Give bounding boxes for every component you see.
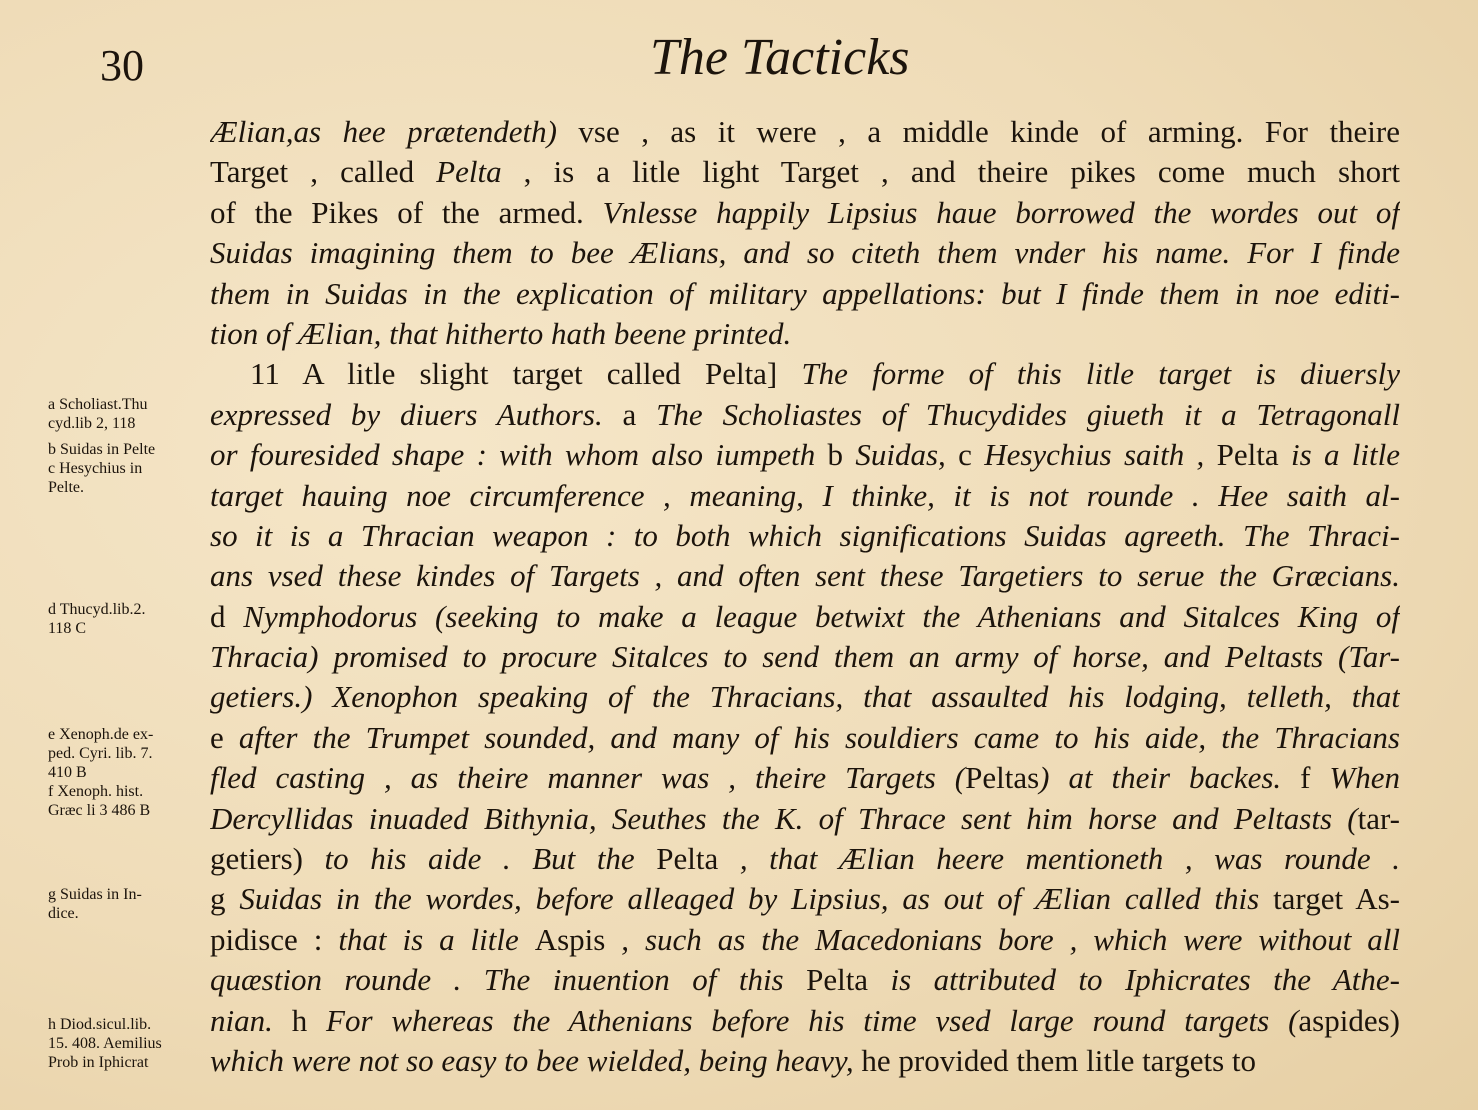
text-run: e xyxy=(210,719,224,755)
text-run: tar- xyxy=(1357,800,1400,836)
text-run: after the Trumpet sounded, and many of his souldiers came to his aide, the Thracians xyxy=(223,719,1400,755)
text-run: target hauing noe circumference , meaning, I thinke, it is not rounde . Hee saith al- xyxy=(210,477,1400,513)
text-run: Pelta xyxy=(436,154,502,190)
text-run: Vnlesse happily Lipsius haue borrowed the wordes out of xyxy=(602,194,1400,230)
text-line xyxy=(210,677,1400,717)
text-line xyxy=(210,516,1400,556)
text-run: which were not so easy to bee wielded, being heavy, xyxy=(210,1042,862,1078)
text-run: of the Pikes of the armed. xyxy=(210,194,603,230)
text-run: pidisce : xyxy=(210,921,339,957)
text-line xyxy=(210,1001,1400,1041)
text-run: he provided them litle targets to xyxy=(861,1042,1257,1078)
text-run: b xyxy=(827,437,844,473)
text-line xyxy=(210,435,1400,475)
text-run: getiers) xyxy=(210,841,325,877)
body-text xyxy=(210,112,1400,1081)
text-run: d xyxy=(210,598,226,634)
margin-note-line: ped. Cyri. lib. 7. xyxy=(48,745,153,762)
text-run: Pelta xyxy=(656,841,719,877)
text-run: Thracia) promised to procure Sitalces to send them an army of horse, and Peltasts (Tar- xyxy=(210,639,1400,675)
text-run: , is a litle light Target , and theire pikes come much short xyxy=(501,154,1400,190)
margin-note-a xyxy=(48,395,213,433)
margin-note-e xyxy=(48,725,213,820)
text-line xyxy=(210,879,1400,919)
text-run: Suidas, xyxy=(843,437,959,473)
text-line xyxy=(210,637,1400,677)
text-run: Dercyllidas inuaded Bithynia, Seuthes the K. of Thrace sent him horse and Peltasts ( xyxy=(210,800,1358,836)
margin-note-line: Græc li 3 486 B xyxy=(48,802,151,819)
text-run: Pelta xyxy=(806,962,869,998)
text-line xyxy=(210,718,1400,758)
text-run: getiers.) Xenophon speaking of the Thracians, that assaulted his lodging, telleth, that xyxy=(210,679,1400,715)
page-number: 30 xyxy=(100,41,144,90)
text-line xyxy=(210,799,1400,839)
margin-note-line: Pelte. xyxy=(48,479,84,496)
margin-note-line: e Xenoph.de ex- xyxy=(48,726,154,743)
text-run: aspides) xyxy=(1298,1002,1400,1038)
text-run: Pelta xyxy=(1216,437,1279,473)
text-line xyxy=(210,839,1400,879)
text-run: ans vsed these kindes of Targets , and often sent these Targetiers to serue the Græcians. xyxy=(210,558,1400,594)
text-run: or fouresided shape : with whom also iumpeth xyxy=(210,437,828,473)
margin-note-line: a Scholiast.Thu xyxy=(48,396,148,413)
text-line xyxy=(210,193,1400,233)
text-run: quæstion rounde . The inuention of this xyxy=(210,962,807,998)
text-run: a xyxy=(622,396,637,432)
margin-note-line: h Diod.sicul.lib. xyxy=(48,1016,152,1033)
text-run: For whereas the Athenians before his time vsed large round targets ( xyxy=(307,1002,1299,1038)
text-line xyxy=(210,274,1400,314)
margin-note-line: f Xenoph. hist. xyxy=(48,783,144,800)
text-line xyxy=(210,395,1400,435)
text-run: so it is a Thracian weapon : to both which significations Suidas agreeth. The Thraci- xyxy=(210,517,1400,553)
text-run: The Scholiastes of Thucydides giueth it a Tetragonall xyxy=(636,396,1400,432)
margin-note-g xyxy=(48,885,213,923)
text-line xyxy=(210,920,1400,960)
text-run: to his aide . But the xyxy=(324,841,657,877)
text-run: Suidas imagining them to bee Ælians, and so citeth them vnder his name. For I finde xyxy=(210,235,1400,271)
margin-note-h xyxy=(48,1015,213,1072)
text-run: is a litle xyxy=(1278,437,1400,473)
margin-note-line: Prob in Iphicrat xyxy=(48,1054,149,1071)
text-run: them in Suidas in the explication of military appellations: but I finde them in noe editi- xyxy=(210,275,1400,311)
margin-note-line: 118 C xyxy=(48,620,87,637)
text-line xyxy=(210,960,1400,1000)
text-line xyxy=(210,152,1400,192)
text-run: Suidas in the wordes, before alleaged by Lipsius, as out of Ælian called this xyxy=(225,881,1274,917)
text-run: h xyxy=(291,1002,308,1038)
text-run: that is a litle xyxy=(338,921,535,957)
text-line xyxy=(210,314,1400,354)
text-run: When xyxy=(1310,760,1400,796)
text-run: Hesychius saith , xyxy=(971,437,1217,473)
text-run: Nymphodorus (seeking to make a league betwixt the Athenians and Sitalces King of xyxy=(225,598,1400,634)
text-run: c xyxy=(958,437,972,473)
margin-note-line: dice. xyxy=(48,905,79,922)
text-line xyxy=(210,758,1400,798)
text-run: , such as the Macedonians bore , which were without all xyxy=(605,921,1400,957)
margin-note-line: 410 B xyxy=(48,764,87,781)
text-line xyxy=(210,354,1400,394)
running-head: The Tacticks xyxy=(650,29,910,86)
text-run: nian. xyxy=(210,1002,292,1038)
text-run: tion of Ælian, that hitherto hath beene printed. xyxy=(210,315,792,351)
text-run: Peltas xyxy=(965,760,1040,796)
text-run: vse , as it were , a middle kinde of arming. For theire xyxy=(556,114,1400,149)
text-run: Target , called xyxy=(210,154,437,190)
text-line xyxy=(210,1041,1400,1081)
text-line xyxy=(210,233,1400,273)
text-run: Aspis xyxy=(534,921,606,957)
margin-note-line: b Suidas in Pelte xyxy=(48,441,156,458)
margin-note-b xyxy=(48,440,213,497)
text-run: f xyxy=(1300,760,1311,796)
margin-note-line: g Suidas in In- xyxy=(48,886,142,903)
text-run: g xyxy=(210,881,226,917)
text-run: ) at their backes. xyxy=(1039,760,1301,796)
text-line xyxy=(210,597,1400,637)
text-run: The forme of this litle target is diuersly xyxy=(801,356,1400,392)
margin-note-line: 15. 408. Aemilius xyxy=(48,1035,162,1052)
margin-note-line: c Hesychius in xyxy=(48,460,143,477)
margin-note-d xyxy=(48,600,213,638)
text-run: Ælian,as hee prætendeth) xyxy=(210,114,557,149)
margin-note-line: cyd.lib 2, 118 xyxy=(48,415,136,432)
text-run: is attributed to Iphicrates the Athe- xyxy=(868,962,1400,998)
text-line xyxy=(210,112,1400,152)
text-run: target As- xyxy=(1273,881,1400,917)
text-run: , that Ælian heere mentioneth , was rounde . xyxy=(718,841,1400,877)
text-run: 11 A litle slight target called Pelta] xyxy=(250,356,802,392)
text-line xyxy=(210,476,1400,516)
text-run: expressed by diuers Authors. xyxy=(210,396,623,432)
text-run: fled casting , as theire manner was , theire Targets ( xyxy=(210,760,966,796)
text-line xyxy=(210,556,1400,596)
margin-note-line: d Thucyd.lib.2. xyxy=(48,601,146,618)
